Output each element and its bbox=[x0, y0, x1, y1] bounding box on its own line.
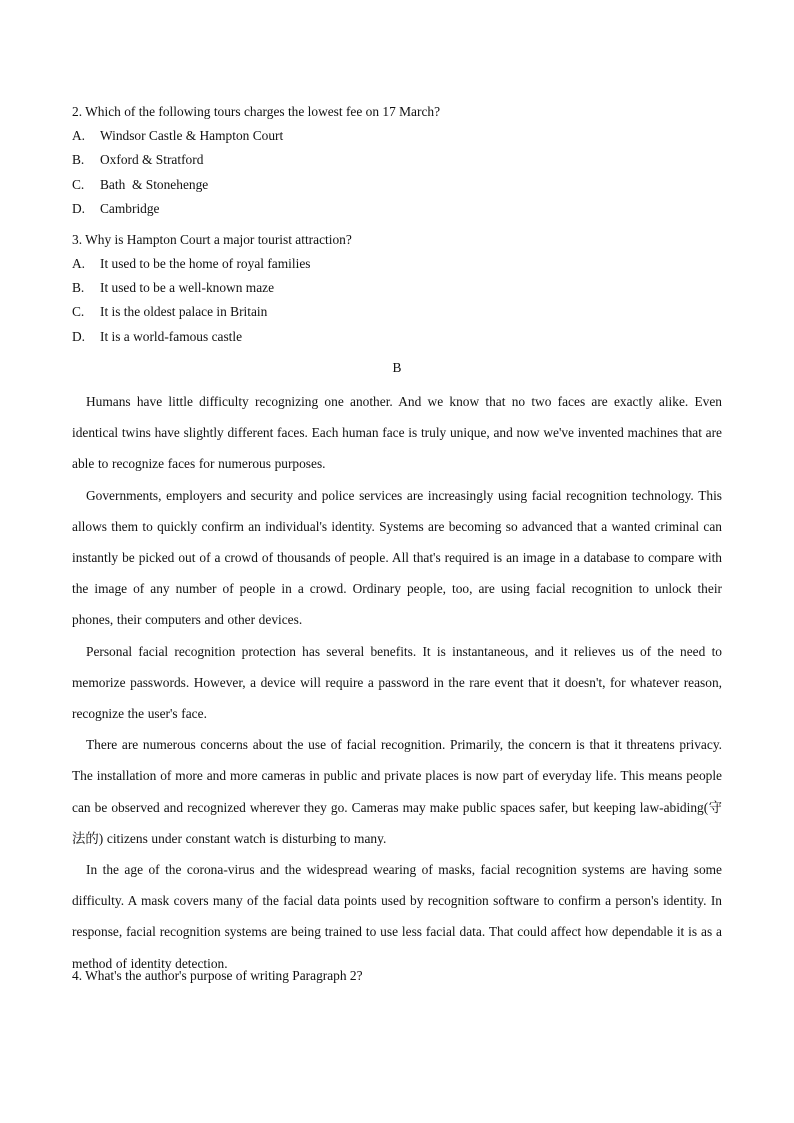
option-text: Bath & Stonehenge bbox=[100, 177, 209, 192]
question-2-option-d bbox=[72, 201, 160, 217]
option-letter: B. bbox=[72, 280, 85, 295]
question-3-text: 3. Why is Hampton Court a major tourist attraction? bbox=[72, 232, 352, 247]
option-letter: C. bbox=[72, 304, 85, 319]
option-text: It is the oldest palace in Britain bbox=[100, 304, 268, 319]
option-letter: D. bbox=[72, 329, 86, 344]
option-letter: C. bbox=[72, 177, 85, 192]
reading-passage bbox=[72, 386, 722, 979]
passage-paragraph-3: Personal facial recognition protection has several benefits. It is instantaneous, and it relieves us of the need to memorize passwords. However, a device will require a password in the rare event that it doesn't, for whatever reason, recognize the user's face. bbox=[72, 643, 722, 722]
passage-paragraph-5: In the age of the corona-virus and the widespread wearing of masks, facial recognition systems are having some difficulty. A mask covers many of the facial data points used by recognition software to confirm a person's identity. In response, facial recognition systems are being trained to use less facial data. That could affect how dependable it is as a method of identity detection. bbox=[72, 862, 722, 971]
option-letter: A. bbox=[72, 256, 86, 271]
option-letter: B. bbox=[72, 152, 85, 167]
section-heading: B bbox=[392, 360, 402, 375]
question-2-option-c bbox=[72, 177, 208, 193]
question-2-option-b bbox=[72, 152, 203, 168]
option-text: Windsor Castle & Hampton Court bbox=[100, 128, 284, 143]
passage-paragraph-2: Governments, employers and security and police services are increasingly using facial recognition technology. This allows them to quickly confirm an individual's identity. Systems are becoming so advanced that a wanted criminal can instantly be picked out of a crowd of thousands of people. All that's required is an image in a database to compare with the image of any number of people in a crowd. Ordinary people, too, are using facial recognition to unlock their phones, their computers and other devices. bbox=[72, 487, 722, 628]
option-text: Cambridge bbox=[100, 201, 160, 216]
option-text: It used to be a well-known maze bbox=[100, 280, 275, 295]
question-3-option-a bbox=[72, 256, 310, 272]
option-text: It used to be the home of royal families bbox=[100, 256, 311, 271]
passage-paragraph-1: Humans have little difficulty recognizing one another. And we know that no two faces are exactly alike. Even identical twins have slightly different faces. Each human face is truly unique, and now we've invented machines that are able to recognize faces for numerous purposes. bbox=[72, 394, 722, 472]
option-letter: D. bbox=[72, 201, 86, 216]
question-3-option-b bbox=[72, 280, 274, 296]
question-3-option-c bbox=[72, 304, 267, 320]
question-3-option-d bbox=[72, 329, 242, 345]
option-text: Oxford & Stratford bbox=[100, 152, 204, 167]
question-4-text: 4. What's the author's purpose of writing Paragraph 2? bbox=[72, 968, 363, 983]
passage-paragraph-4: There are numerous concerns about the use of facial recognition. Primarily, the concern is that it threatens privacy. The installation of more and more cameras in public and private places is now part of everyday life. This means people can be observed and recognized wherever they go. Cameras may make public spaces safer, but keeping law-abiding(守法的) citizens under constant watch is disturbing to many. bbox=[72, 737, 722, 846]
option-text: It is a world-famous castle bbox=[100, 329, 243, 344]
question-2-option-a bbox=[72, 128, 283, 144]
option-letter: A. bbox=[72, 128, 86, 143]
question-2-text: 2. Which of the following tours charges the lowest fee on 17 March? bbox=[72, 104, 441, 119]
